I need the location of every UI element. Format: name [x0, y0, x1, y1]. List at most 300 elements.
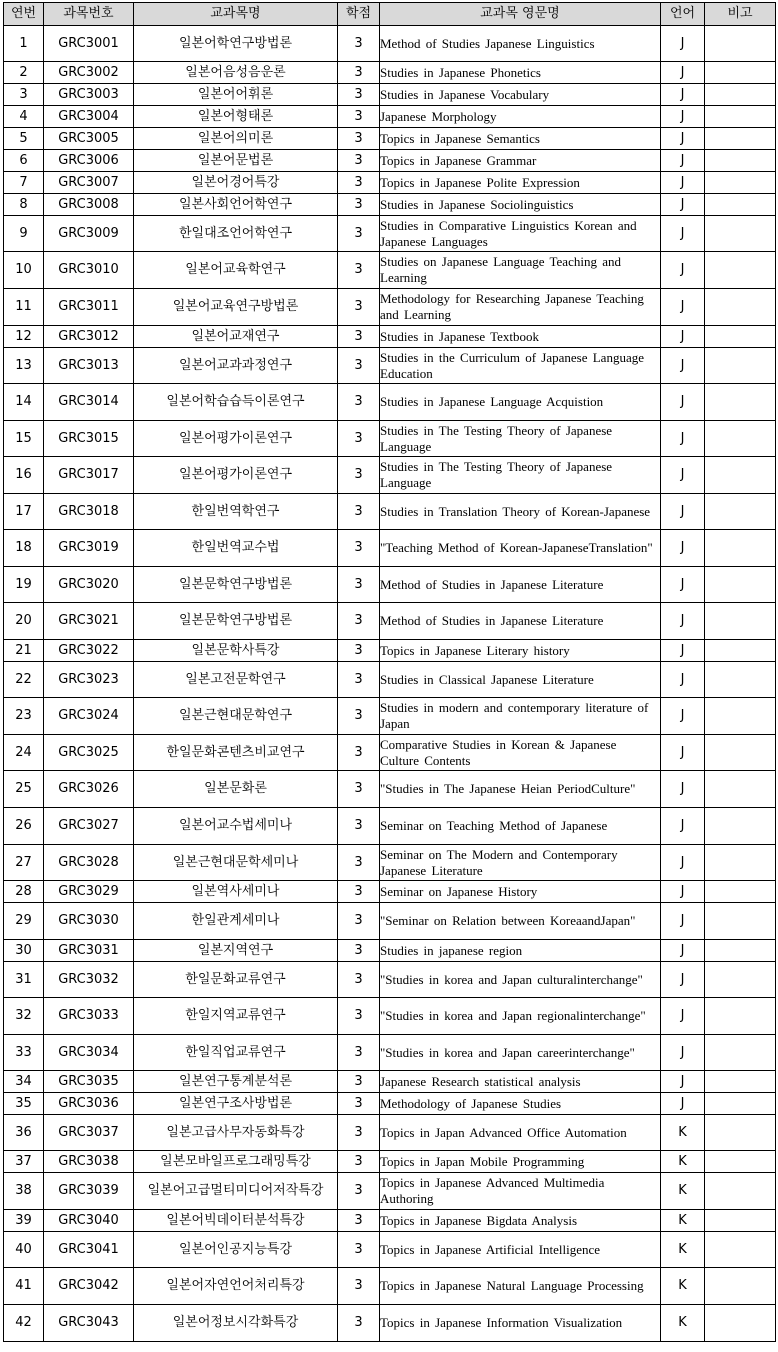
course-number: 5 [4, 128, 44, 150]
course-english-name: Seminar on The Modern and Contemporary Japanese Literature [380, 845, 661, 881]
course-english-name: Topics in Japan Mobile Programming [380, 1151, 661, 1173]
course-language: J [661, 1071, 705, 1093]
course-code: GRC3043 [44, 1305, 134, 1342]
course-credit: 3 [338, 384, 380, 421]
course-code: GRC3034 [44, 1035, 134, 1071]
course-language: J [661, 384, 705, 421]
course-credit: 3 [338, 1035, 380, 1071]
course-korean-name: 일본어인공지능특강 [134, 1232, 338, 1268]
course-credit: 3 [338, 84, 380, 106]
course-english-name: Studies in Japanese Textbook [380, 326, 661, 348]
course-language: J [661, 603, 705, 640]
course-code: GRC3011 [44, 289, 134, 326]
course-english-name: Topics in Japanese Artificial Intelligence [380, 1232, 661, 1268]
course-note [705, 698, 776, 735]
course-number: 38 [4, 1173, 44, 1210]
course-language: K [661, 1232, 705, 1268]
course-language: K [661, 1210, 705, 1232]
course-english-name: Studies in Japanese Vocabulary [380, 84, 661, 106]
course-language: J [661, 194, 705, 216]
course-english-name: Studies in modern and contemporary literature of Japan [380, 698, 661, 735]
course-number: 36 [4, 1115, 44, 1151]
table-row [4, 348, 776, 384]
table-row [4, 1151, 776, 1173]
course-language: J [661, 289, 705, 326]
course-credit: 3 [338, 1268, 380, 1305]
table-row [4, 1268, 776, 1305]
course-credit: 3 [338, 735, 380, 771]
course-note [705, 962, 776, 998]
course-note [705, 26, 776, 62]
course-korean-name: 일본고전문학연구 [134, 662, 338, 698]
course-english-name: Topics in Japanese Advanced Multimedia Authoring [380, 1173, 661, 1210]
course-code: GRC3038 [44, 1151, 134, 1173]
course-number: 34 [4, 1071, 44, 1093]
course-credit: 3 [338, 845, 380, 881]
course-note [705, 603, 776, 640]
course-credit: 3 [338, 1305, 380, 1342]
course-code: GRC3036 [44, 1093, 134, 1115]
table-row [4, 1093, 776, 1115]
course-code: GRC3017 [44, 457, 134, 494]
course-language: J [661, 881, 705, 903]
course-language: J [661, 530, 705, 567]
course-note [705, 1035, 776, 1071]
course-english-name: Studies in Japanese Phonetics [380, 62, 661, 84]
course-number: 9 [4, 216, 44, 252]
course-number: 29 [4, 903, 44, 940]
course-code: GRC3025 [44, 735, 134, 771]
course-language: J [661, 735, 705, 771]
col-header-language: 언어 [661, 3, 705, 26]
course-korean-name: 일본역사세미나 [134, 881, 338, 903]
course-code: GRC3022 [44, 640, 134, 662]
table-row [4, 567, 776, 603]
course-number: 17 [4, 494, 44, 530]
course-credit: 3 [338, 940, 380, 962]
course-code: GRC3026 [44, 771, 134, 808]
course-credit: 3 [338, 567, 380, 603]
course-english-name: Topics in Japanese Information Visualization [380, 1305, 661, 1342]
course-credit: 3 [338, 962, 380, 998]
course-number: 26 [4, 808, 44, 845]
course-note [705, 530, 776, 567]
course-code: GRC3031 [44, 940, 134, 962]
course-credit: 3 [338, 128, 380, 150]
course-english-name: Studies in Translation Theory of Korean-Japanese [380, 494, 661, 530]
course-credit: 3 [338, 998, 380, 1035]
course-language: K [661, 1115, 705, 1151]
course-number: 12 [4, 326, 44, 348]
course-korean-name: 일본어어휘론 [134, 84, 338, 106]
course-number: 37 [4, 1151, 44, 1173]
course-english-name: Studies in The Testing Theory of Japanese Language [380, 457, 661, 494]
course-code: GRC3023 [44, 662, 134, 698]
course-number: 18 [4, 530, 44, 567]
course-code: GRC3015 [44, 421, 134, 457]
course-language: J [661, 567, 705, 603]
course-number: 6 [4, 150, 44, 172]
course-number: 42 [4, 1305, 44, 1342]
course-code: GRC3028 [44, 845, 134, 881]
course-english-name: Japanese Research statistical analysis [380, 1071, 661, 1093]
course-code: GRC3008 [44, 194, 134, 216]
table-row [4, 1173, 776, 1210]
course-english-name: "Studies in korea and Japan regionalinterchange" [380, 998, 661, 1035]
table-row [4, 289, 776, 326]
course-code: GRC3010 [44, 252, 134, 289]
course-note [705, 252, 776, 289]
course-credit: 3 [338, 903, 380, 940]
table-row [4, 1210, 776, 1232]
course-language: J [661, 698, 705, 735]
course-korean-name: 일본지역연구 [134, 940, 338, 962]
course-credit: 3 [338, 216, 380, 252]
course-number: 22 [4, 662, 44, 698]
course-note [705, 640, 776, 662]
course-note [705, 1173, 776, 1210]
course-korean-name: 일본어음성음운론 [134, 62, 338, 84]
course-code: GRC3037 [44, 1115, 134, 1151]
course-code: GRC3003 [44, 84, 134, 106]
course-korean-name: 일본어학연구방법론 [134, 26, 338, 62]
course-table [3, 2, 776, 1342]
table-header [4, 3, 776, 26]
table-row [4, 150, 776, 172]
table-row [4, 194, 776, 216]
course-credit: 3 [338, 172, 380, 194]
course-note [705, 567, 776, 603]
course-language: J [661, 808, 705, 845]
course-credit: 3 [338, 62, 380, 84]
course-number: 23 [4, 698, 44, 735]
course-note [705, 998, 776, 1035]
course-language: J [661, 326, 705, 348]
table-row [4, 128, 776, 150]
col-header-code: 과목번호 [44, 3, 134, 26]
table-row [4, 845, 776, 881]
course-korean-name: 일본어학습습득이론연구 [134, 384, 338, 421]
course-note [705, 1151, 776, 1173]
course-number: 7 [4, 172, 44, 194]
course-note [705, 348, 776, 384]
course-credit: 3 [338, 881, 380, 903]
course-number: 16 [4, 457, 44, 494]
course-english-name: Method of Studies in Japanese Literature [380, 567, 661, 603]
course-note [705, 384, 776, 421]
course-credit: 3 [338, 640, 380, 662]
course-credit: 3 [338, 26, 380, 62]
course-language: J [661, 106, 705, 128]
course-note [705, 172, 776, 194]
course-english-name: Topics in Japan Advanced Office Automation [380, 1115, 661, 1151]
course-language: J [661, 216, 705, 252]
course-language: J [661, 62, 705, 84]
course-korean-name: 일본어교육학연구 [134, 252, 338, 289]
course-note [705, 84, 776, 106]
course-korean-name: 일본어의미론 [134, 128, 338, 150]
course-english-name: Methodology of Japanese Studies [380, 1093, 661, 1115]
course-english-name: Topics in Japanese Literary history [380, 640, 661, 662]
table-row [4, 698, 776, 735]
course-code: GRC3002 [44, 62, 134, 84]
course-korean-name: 일본어자연언어처리특강 [134, 1268, 338, 1305]
course-credit: 3 [338, 1210, 380, 1232]
course-number: 8 [4, 194, 44, 216]
course-credit: 3 [338, 1093, 380, 1115]
course-credit: 3 [338, 348, 380, 384]
table-row [4, 735, 776, 771]
course-number: 19 [4, 567, 44, 603]
course-korean-name: 한일문화교류연구 [134, 962, 338, 998]
course-note [705, 1071, 776, 1093]
course-note [705, 194, 776, 216]
course-note [705, 106, 776, 128]
course-note [705, 1268, 776, 1305]
course-credit: 3 [338, 252, 380, 289]
course-number: 25 [4, 771, 44, 808]
course-note [705, 421, 776, 457]
course-code: GRC3030 [44, 903, 134, 940]
course-korean-name: 일본어경어특강 [134, 172, 338, 194]
course-number: 33 [4, 1035, 44, 1071]
course-number: 32 [4, 998, 44, 1035]
course-korean-name: 일본어교육연구방법론 [134, 289, 338, 326]
course-english-name: Studies in The Testing Theory of Japanese Language [380, 421, 661, 457]
course-code: GRC3042 [44, 1268, 134, 1305]
course-english-name: Method of Studies in Japanese Literature [380, 603, 661, 640]
course-english-name: "Teaching Method of Korean-JapaneseTranslation" [380, 530, 661, 567]
course-language: J [661, 457, 705, 494]
table-row [4, 603, 776, 640]
col-header-note: 비고 [705, 3, 776, 26]
course-code: GRC3029 [44, 881, 134, 903]
course-language: J [661, 348, 705, 384]
table-row [4, 1115, 776, 1151]
course-language: K [661, 1305, 705, 1342]
course-english-name: Studies in Japanese Sociolinguistics [380, 194, 661, 216]
course-english-name: Seminar on Japanese History [380, 881, 661, 903]
course-language: J [661, 421, 705, 457]
course-number: 28 [4, 881, 44, 903]
course-note [705, 808, 776, 845]
course-note [705, 1210, 776, 1232]
table-row [4, 172, 776, 194]
table-row [4, 326, 776, 348]
course-number: 20 [4, 603, 44, 640]
course-note [705, 150, 776, 172]
course-credit: 3 [338, 289, 380, 326]
course-language: K [661, 1173, 705, 1210]
course-language: J [661, 662, 705, 698]
table-row [4, 216, 776, 252]
course-language: J [661, 26, 705, 62]
course-number: 11 [4, 289, 44, 326]
course-korean-name: 일본문화론 [134, 771, 338, 808]
course-number: 2 [4, 62, 44, 84]
course-credit: 3 [338, 1071, 380, 1093]
course-korean-name: 한일지역교류연구 [134, 998, 338, 1035]
course-code: GRC3024 [44, 698, 134, 735]
course-language: J [661, 845, 705, 881]
table-row [4, 962, 776, 998]
course-note [705, 1115, 776, 1151]
table-row [4, 808, 776, 845]
course-code: GRC3012 [44, 326, 134, 348]
course-language: J [661, 172, 705, 194]
course-code: GRC3041 [44, 1232, 134, 1268]
course-code: GRC3020 [44, 567, 134, 603]
course-language: J [661, 771, 705, 808]
course-korean-name: 일본문학연구방법론 [134, 603, 338, 640]
course-number: 30 [4, 940, 44, 962]
table-body [4, 26, 776, 1342]
course-language: J [661, 640, 705, 662]
course-code: GRC3013 [44, 348, 134, 384]
course-english-name: "Studies in korea and Japan culturalinterchange" [380, 962, 661, 998]
course-english-name: Studies in the Curriculum of Japanese Language Education [380, 348, 661, 384]
course-korean-name: 일본연구조사방법론 [134, 1093, 338, 1115]
course-korean-name: 일본모바일프로그래밍특강 [134, 1151, 338, 1173]
course-credit: 3 [338, 150, 380, 172]
table-row [4, 881, 776, 903]
course-number: 10 [4, 252, 44, 289]
course-language: J [661, 962, 705, 998]
course-korean-name: 일본어정보시각화특강 [134, 1305, 338, 1342]
course-credit: 3 [338, 106, 380, 128]
table-row [4, 1305, 776, 1342]
course-number: 3 [4, 84, 44, 106]
course-english-name: Studies in Classical Japanese Literature [380, 662, 661, 698]
course-korean-name: 일본어교과과정연구 [134, 348, 338, 384]
course-number: 14 [4, 384, 44, 421]
course-code: GRC3004 [44, 106, 134, 128]
course-credit: 3 [338, 808, 380, 845]
course-number: 27 [4, 845, 44, 881]
course-english-name: Studies in japanese region [380, 940, 661, 962]
course-code: GRC3021 [44, 603, 134, 640]
course-korean-name: 일본근현대문학연구 [134, 698, 338, 735]
course-number: 41 [4, 1268, 44, 1305]
course-credit: 3 [338, 1173, 380, 1210]
course-note [705, 128, 776, 150]
course-number: 13 [4, 348, 44, 384]
course-english-name: Japanese Morphology [380, 106, 661, 128]
course-korean-name: 일본문학사특강 [134, 640, 338, 662]
course-korean-name: 일본어교수법세미나 [134, 808, 338, 845]
course-language: J [661, 903, 705, 940]
course-korean-name: 일본어문법론 [134, 150, 338, 172]
course-korean-name: 일본어빅데이터분석특강 [134, 1210, 338, 1232]
course-korean-name: 일본근현대문학세미나 [134, 845, 338, 881]
course-english-name: Topics in Japanese Natural Language Processing [380, 1268, 661, 1305]
course-language: J [661, 1035, 705, 1071]
course-note [705, 771, 776, 808]
table-row [4, 384, 776, 421]
course-note [705, 845, 776, 881]
course-korean-name: 일본어형태론 [134, 106, 338, 128]
col-header-no: 연번 [4, 3, 44, 26]
course-language: J [661, 1093, 705, 1115]
course-code: GRC3035 [44, 1071, 134, 1093]
table-row [4, 84, 776, 106]
course-korean-name: 일본어고급멀티미디어저작특강 [134, 1173, 338, 1210]
course-note [705, 1093, 776, 1115]
course-korean-name: 일본문학연구방법론 [134, 567, 338, 603]
col-header-credit: 학점 [338, 3, 380, 26]
course-english-name: "Studies in The Japanese Heian PeriodCulture" [380, 771, 661, 808]
course-language: K [661, 1268, 705, 1305]
course-korean-name: 일본어평가이론연구 [134, 457, 338, 494]
course-note [705, 216, 776, 252]
course-credit: 3 [338, 1232, 380, 1268]
course-note [705, 457, 776, 494]
course-credit: 3 [338, 698, 380, 735]
course-code: GRC3019 [44, 530, 134, 567]
course-language: J [661, 252, 705, 289]
course-korean-name: 일본연구통계분석론 [134, 1071, 338, 1093]
course-korean-name: 일본어교재연구 [134, 326, 338, 348]
course-number: 1 [4, 26, 44, 62]
course-code: GRC3032 [44, 962, 134, 998]
course-number: 15 [4, 421, 44, 457]
course-note [705, 735, 776, 771]
course-code: GRC3033 [44, 998, 134, 1035]
course-english-name: Comparative Studies in Korean & Japanese Culture Contents [380, 735, 661, 771]
course-korean-name: 한일번역교수법 [134, 530, 338, 567]
course-note [705, 62, 776, 84]
table-row [4, 1071, 776, 1093]
course-english-name: Topics in Japanese Polite Expression [380, 172, 661, 194]
course-code: GRC3007 [44, 172, 134, 194]
course-korean-name: 일본어평가이론연구 [134, 421, 338, 457]
course-code: GRC3018 [44, 494, 134, 530]
table-row [4, 530, 776, 567]
course-note [705, 289, 776, 326]
course-korean-name: 일본사회언어학연구 [134, 194, 338, 216]
course-credit: 3 [338, 1151, 380, 1173]
course-credit: 3 [338, 457, 380, 494]
course-language: J [661, 150, 705, 172]
course-english-name: Seminar on Teaching Method of Japanese [380, 808, 661, 845]
course-credit: 3 [338, 530, 380, 567]
course-number: 39 [4, 1210, 44, 1232]
course-english-name: Studies in Comparative Linguistics Korean and Japanese Languages [380, 216, 661, 252]
course-note [705, 903, 776, 940]
course-credit: 3 [338, 494, 380, 530]
course-credit: 3 [338, 326, 380, 348]
course-code: GRC3040 [44, 1210, 134, 1232]
course-english-name: Topics in Japanese Bigdata Analysis [380, 1210, 661, 1232]
course-credit: 3 [338, 603, 380, 640]
course-note [705, 940, 776, 962]
course-english-name: "Seminar on Relation between KoreaandJapan" [380, 903, 661, 940]
course-english-name: "Studies in korea and Japan careerinterchange" [380, 1035, 661, 1071]
table-row [4, 106, 776, 128]
table-row [4, 494, 776, 530]
course-english-name: Studies on Japanese Language Teaching and Learning [380, 252, 661, 289]
course-note [705, 1305, 776, 1342]
course-credit: 3 [338, 662, 380, 698]
course-korean-name: 한일번역학연구 [134, 494, 338, 530]
table-row [4, 903, 776, 940]
course-credit: 3 [338, 421, 380, 457]
course-language: J [661, 494, 705, 530]
table-row [4, 640, 776, 662]
course-credit: 3 [338, 771, 380, 808]
course-language: J [661, 998, 705, 1035]
course-code: GRC3009 [44, 216, 134, 252]
